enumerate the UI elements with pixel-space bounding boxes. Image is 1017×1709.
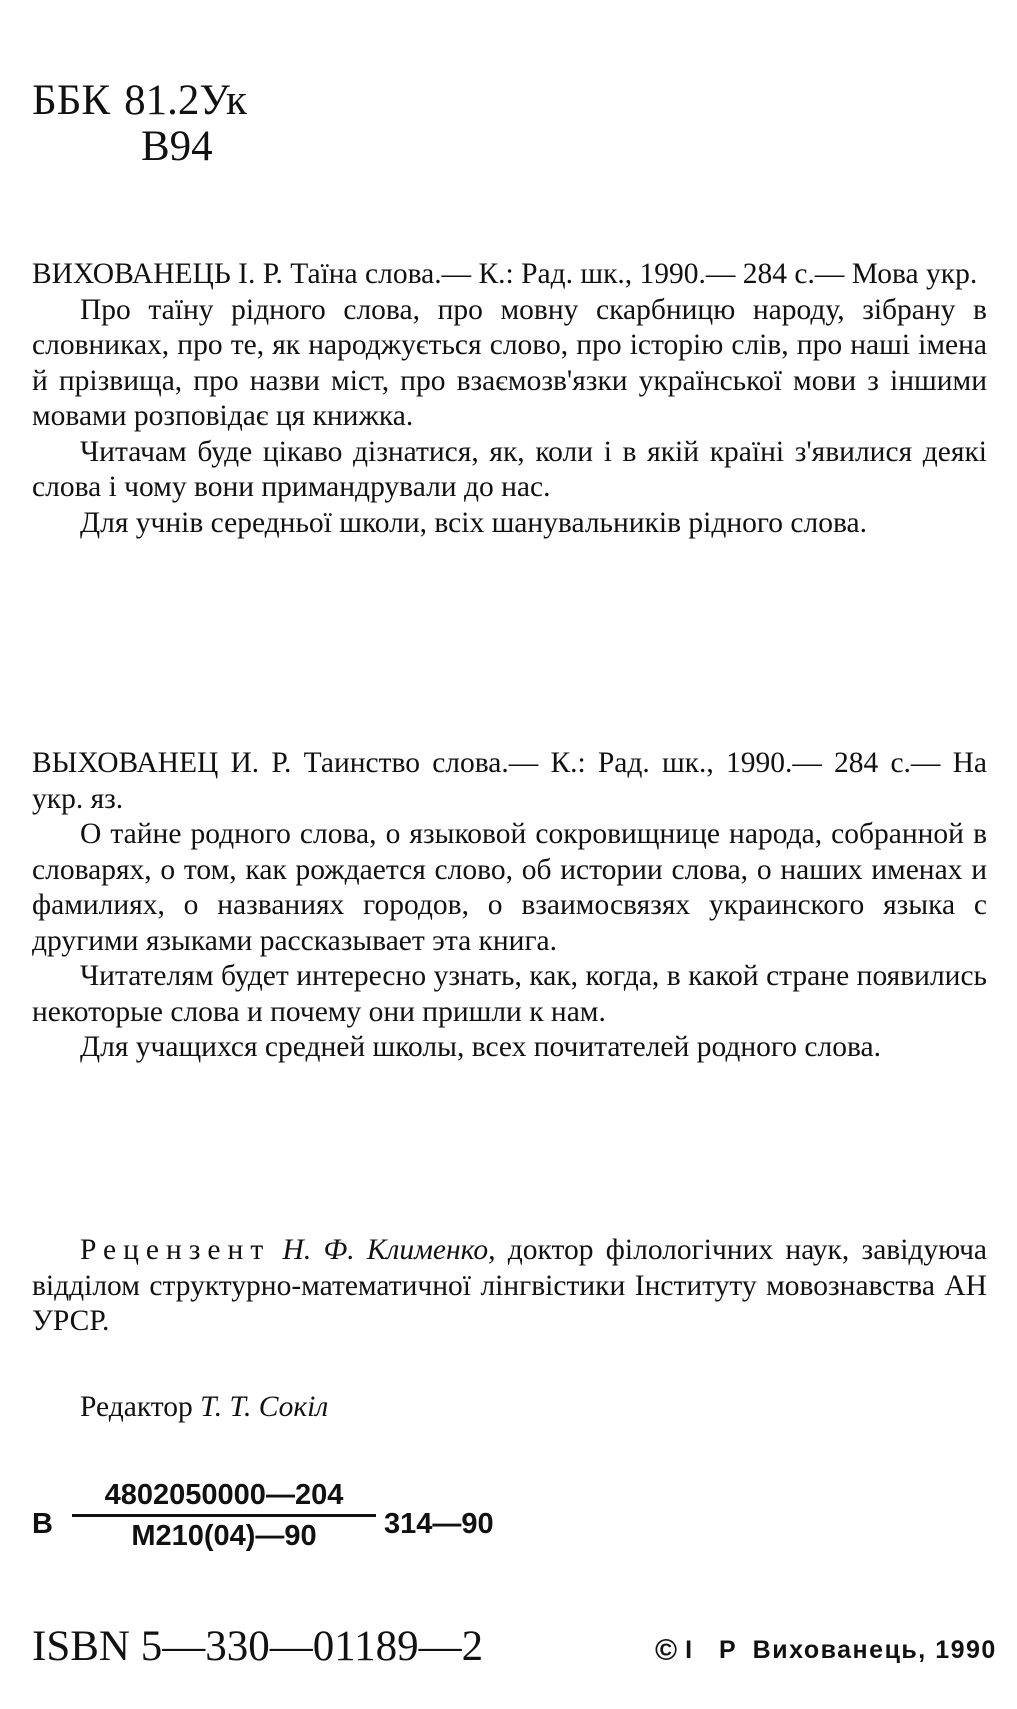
fraction-line <box>72 1514 376 1517</box>
ukrainian-paragraph-2: Читачам буде цікаво дізнатися, як, коли і в якій країні з'явилися деякі слова і чому вони примандрували до нас. <box>32 435 987 503</box>
author-mark: В94 <box>141 123 213 170</box>
editor-name: Т. Т. Сокіл <box>200 1391 329 1423</box>
index-numerator: 4802050000—204 <box>104 1479 344 1511</box>
isbn-number: ISBN 5—330—01189—2 <box>32 1623 484 1670</box>
ukrainian-paragraph-3: Для учнів середньої школи, всіх шанувальників рідного слова. <box>80 506 867 539</box>
index-denominator: М210(04)—90 <box>131 1520 317 1552</box>
bbk-classification <box>32 78 247 170</box>
reviewer-details: доктор філологічних наук, завідуюча відділом структурно-математичної лінгвістики Інституту мовознавства АН УРСР. <box>32 1234 988 1337</box>
russian-paragraph-2: Читателям будет интересно узнать, как, когда, в какой стране появились некоторые слова и почему они пришли к нам. <box>32 960 987 1028</box>
index-fraction <box>72 1478 376 1553</box>
reviewer-label: Рецензент <box>80 1234 271 1266</box>
index-suffix: 314—90 <box>384 1508 494 1540</box>
bbk-code: 81.2Ук <box>124 77 247 124</box>
editor-label: Редактор <box>80 1391 193 1423</box>
editor-credit <box>80 1389 328 1425</box>
copyright-holder: Вихованець, 1990 <box>752 1636 997 1664</box>
copyright-initials: І Р <box>685 1636 746 1664</box>
publication-index <box>32 1478 552 1578</box>
copyright-icon: © <box>655 1634 678 1667</box>
reviewer-credit <box>32 1233 987 1340</box>
russian-paragraph-3: Для учащихся средней школы, всех почитателей родного слова. <box>80 1031 881 1063</box>
bbk-label: ББК <box>32 77 111 124</box>
ukrainian-paragraph-1: Про таїну рідного слова, про мовну скарбницю народу, зібрану в словниках, про те, як народжується слово, про історію слів, про наші імена й прізвища, про назви міст, про взаємозв'язки української мови з іншими мовами розповідає ця книжка. <box>32 293 987 432</box>
russian-paragraph-1: О тайне родного слова, о языковой сокровищнице народа, собранной в словарях, о том, как рождается слово, об истории слова, о наших именах и фамилиях, о названиях городов, о взаимосвязях украинского языка с другими языками рассказывает эта книга. <box>32 818 987 957</box>
index-letter: В <box>32 1508 53 1540</box>
ukrainian-annotation <box>32 257 987 541</box>
russian-bibliographic-heading: ВЫХОВАНЕЦ И. Р. Таинство слова.— К.: Рад. шк., 1990.— 284 с.— На укр. яз. <box>32 747 987 815</box>
ukrainian-bibliographic-heading: ВИХОВАНЕЦЬ І. Р. Таїна слова.— К.: Рад. шк., 1990.— 284 с.— Мова укр. <box>32 258 978 290</box>
copyright-notice <box>655 1635 997 1666</box>
reviewer-name: Н. Ф. Клименко, <box>282 1234 496 1266</box>
russian-annotation <box>32 746 987 1066</box>
